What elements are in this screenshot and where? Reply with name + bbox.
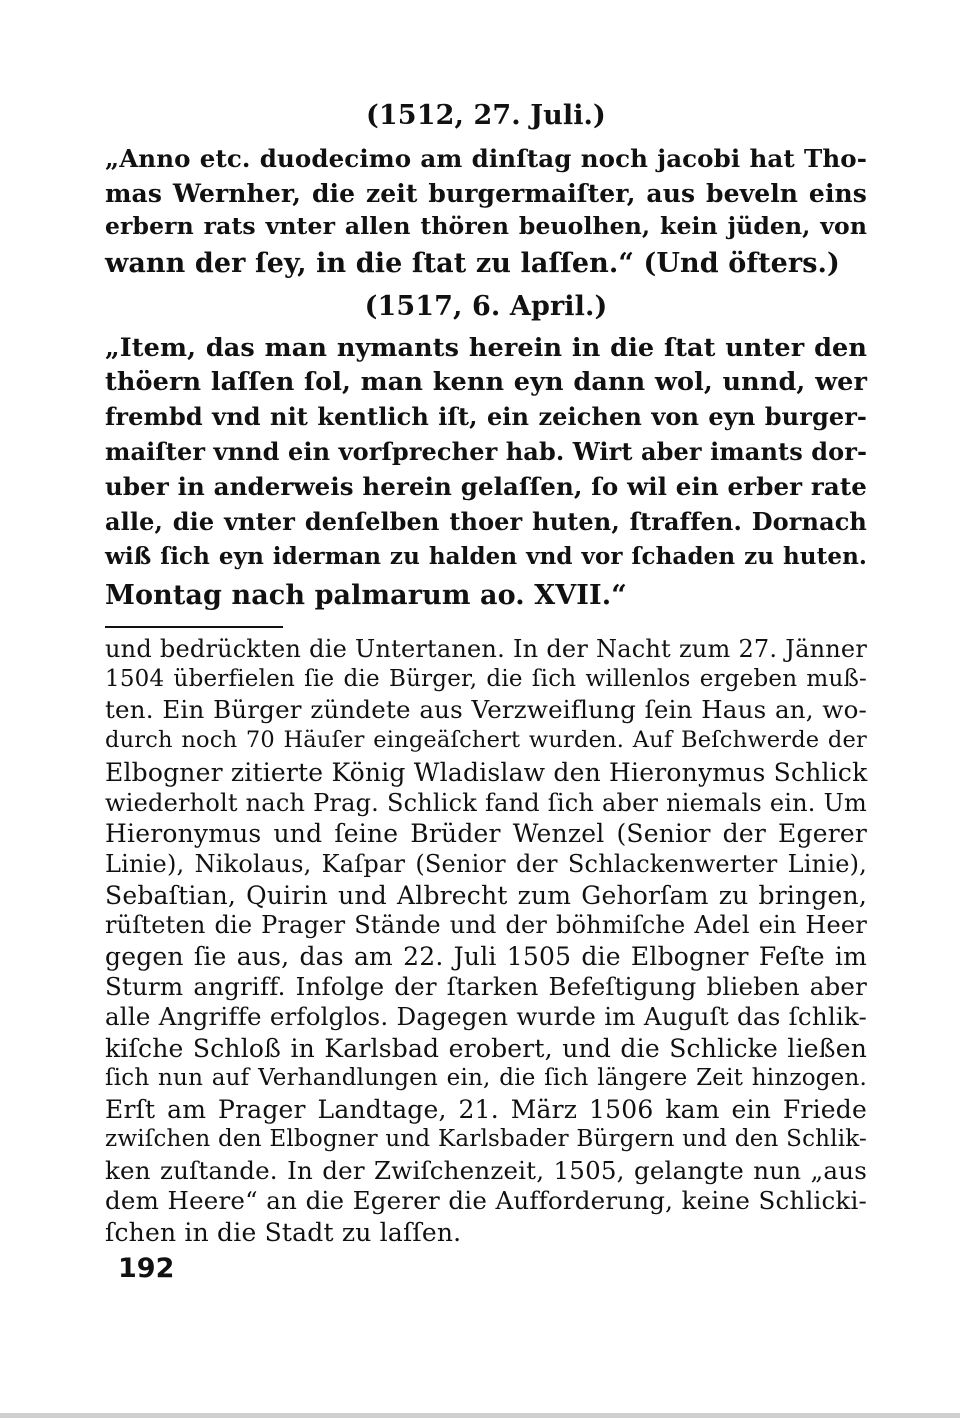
body-line: zwiſchen den Elbogner und Karlsbader Bürgern und den Schlik- — [105, 1126, 867, 1152]
quote-line: frembd vnd nit kentlich iſt, ein zeichen von eyn burger- — [105, 402, 867, 431]
body-line: gegen ſie aus, das am 22. Juli 1505 die Elbogner Feſte im — [105, 942, 867, 971]
quote-line: „Anno etc. duodecimo am dinſtag noch jacobi hat Tho- — [105, 144, 867, 173]
scan-bottom-edge — [0, 1413, 960, 1418]
body-line: alle Angriffe erfolglos. Dagegen wurde im Auguſt das ſchlik- — [105, 1002, 867, 1031]
body-line: und bedrückten die Untertanen. In der Nacht zum 27. Jänner — [105, 635, 867, 663]
quote-line: maiſter vnnd ein vorſprecher hab. Wirt aber imants dor- — [105, 437, 868, 466]
body-line: ſchen in die Stadt zu laſſen. — [105, 1218, 462, 1247]
quote-line: wann der ſey, in die ſtat zu laſſen.“ (Und öfters.) — [105, 248, 840, 279]
quote-line: „Item, das man nymants herein in die ſtat unter den — [105, 333, 867, 363]
quote-line: alle, die vnter denſelben thoer huten, ſtraffen. Dornach — [105, 507, 867, 536]
body-line: ſich nun auf Verhandlungen ein, die ſich längere Zeit hinzogen. — [105, 1065, 867, 1091]
quote-heading-1512: (1512, 27. Juli.) — [366, 100, 606, 131]
body-line: dem Heere“ an die Egerer die Aufforderung, keine Schlicki- — [105, 1186, 867, 1215]
quote-line: mas Wernher, die zeit burgermaiſter, aus beveln eins — [105, 179, 867, 208]
quote-line: thöern laſſen ſol, man kenn eyn dann wol, unnd, wer — [105, 367, 867, 397]
quote-line: erbern rats vnter allen thören beuolhen, kein jüden, von — [105, 212, 867, 240]
body-line: ken zuſtande. In der Zwiſchenzeit, 1505, gelangte nun „aus — [105, 1156, 867, 1185]
body-line: durch noch 70 Häuſer eingeäſchert wurden. Auf Beſchwerde der — [105, 727, 867, 753]
body-line: wiederholt nach Prag. Schlick fand ſich aber niemals ein. Um — [105, 789, 867, 817]
body-line: Erſt am Prager Landtage, 21. März 1506 kam ein Friede — [105, 1095, 867, 1124]
body-line: ten. Ein Bürger zündete aus Verzweiflung ſein Haus an, wo- — [105, 695, 867, 724]
quote-heading-1517: (1517, 6. April.) — [364, 291, 608, 322]
body-line: Hieronymus und ſeine Brüder Wenzel (Senior der Egerer — [105, 819, 867, 848]
body-line: Linie), Nikolaus, Kaſpar (Senior der Schlackenwerter Linie), — [105, 850, 867, 878]
quote-line: Montag nach palmarum ao. XVII.“ — [105, 580, 627, 611]
page-number: 192 — [118, 1253, 175, 1284]
body-line: kiſche Schloß in Karlsbad erobert, und die Schlicke ließen — [105, 1034, 867, 1063]
separator-rule — [105, 626, 283, 628]
body-line: 1504 überfielen ſie die Bürger, die ſich willenlos ergeben muß- — [105, 666, 867, 692]
quote-line: uber in anderweis herein gelaſſen, ſo wil ein erber rate — [105, 472, 867, 501]
body-line: Sturm angriff. Infolge der ſtarken Befeſtigung blieben aber — [105, 972, 867, 1001]
body-line: Elbogner zitierte König Wladislaw den Hieronymus Schlick — [105, 758, 868, 787]
body-line: rüſteten die Prager Stände und der böhmiſche Adel ein Heer — [105, 911, 867, 939]
quote-line: wiß ſich eyn iderman zu halden vnd vor ſchaden zu huten. — [105, 543, 867, 570]
body-line: Sebaſtian, Quirin und Albrecht zum Gehorſam zu bringen, — [105, 881, 867, 910]
